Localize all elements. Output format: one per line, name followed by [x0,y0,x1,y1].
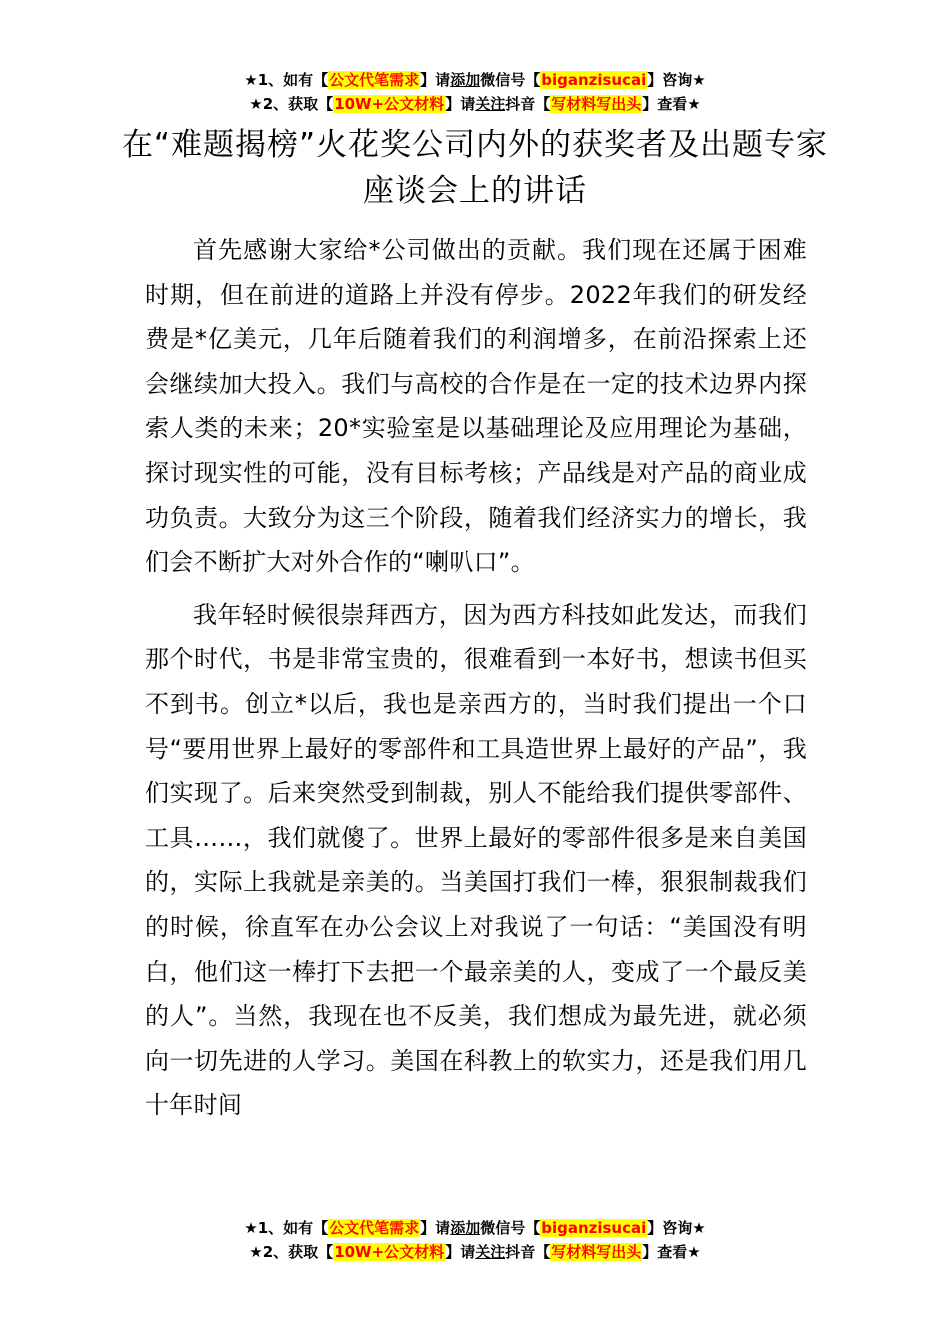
highlight-materials: 10W+公文材料 [334,1243,445,1261]
banner-text: ★2、获取【 [249,1243,334,1261]
banner-text: 】查看★ [642,1243,701,1261]
banner-text: 】请 [420,71,451,89]
highlight-materials: 10W+公文材料 [334,95,445,113]
highlight-service: 公文代笔需求 [329,71,420,89]
banner-line-1 [0,68,950,92]
document-body [145,228,807,1136]
underlined-text: 关注 [475,1243,506,1261]
underlined-text: 关注 [475,95,506,113]
underlined-text: 添加 [450,71,481,89]
header-banner [0,68,950,116]
document-title: 在“难题揭榜”火花奖公司内外的获奖者及出题专家座谈会上的讲话 [121,127,829,209]
banner-line-2 [0,92,950,116]
highlight-wechat-id: biganzisucai [541,1219,647,1237]
banner-text: 】请 [445,1243,476,1261]
highlight-douyin-account: 写材料写出头 [551,1243,642,1261]
paragraph-2: 我年轻时候很崇拜西方，因为西方科技如此发达，而我们那个时代，书是非常宝贵的，很难看到一本好书，想读书但买不到书。创立*以后，我也是亲西方的，当时我们提出一个口号“要用世界上最好的零部件和工具造世界上最好的产品”，我们实现了。后来突然受到制裁，别人不能给我们提供零部件、工具……，我们就傻了。世界上最好的零部件很多是来自美国的，实际上我就是亲美的。当美国打我们一棒，狠狠制裁我们的时候，徐直军在办公会议上对我说了一句话：“美国没有明白，他们这一棒打下去把一个最亲美的人，变成了一个最反美的人”。当然，我现在也不反美，我们想成为最先进，就必须向一切先进的人学习。美国在科教上的软实力，还是我们用几十年时间 [145,600,807,1120]
paragraph-1: 首先感谢大家给*公司做出的贡献。我们现在还属于困难时期，但在前进的道路上并没有停步。2022年我们的研发经费是*亿美元，几年后随着我们的利润增多，在前沿探索上还会继续加大投入。我们与高校的合作是在一定的技术边界内探索人类的未来；20*实验室是以基础理论及应用理论为基础，探讨现实性的可能，没有目标考核；产品线是对产品的商业成功负责。大致分为这三个阶段，随着我们经济实力的增长，我们会不断扩大对外合作的“喇叭口”。 [145,236,807,577]
highlight-wechat-id: biganzisucai [541,71,647,89]
banner-line-2 [0,1240,950,1264]
underlined-text: 添加 [450,1219,481,1237]
banner-text: 】咨询★ [647,1219,706,1237]
banner-text: 微信号【 [480,71,541,89]
footer-banner [0,1216,950,1264]
banner-text: 】请 [445,95,476,113]
banner-text: 】查看★ [642,95,701,113]
banner-text: 】请 [420,1219,451,1237]
banner-text: 微信号【 [480,1219,541,1237]
banner-text: ★2、获取【 [249,95,334,113]
banner-text: 】咨询★ [647,71,706,89]
banner-text: ★1、如有【 [244,71,329,89]
banner-line-1 [0,1216,950,1240]
banner-text: 抖音【 [505,1243,551,1261]
banner-text: ★1、如有【 [244,1219,329,1237]
banner-text: 抖音【 [505,95,551,113]
highlight-service: 公文代笔需求 [329,1219,420,1237]
highlight-douyin-account: 写材料写出头 [551,95,642,113]
